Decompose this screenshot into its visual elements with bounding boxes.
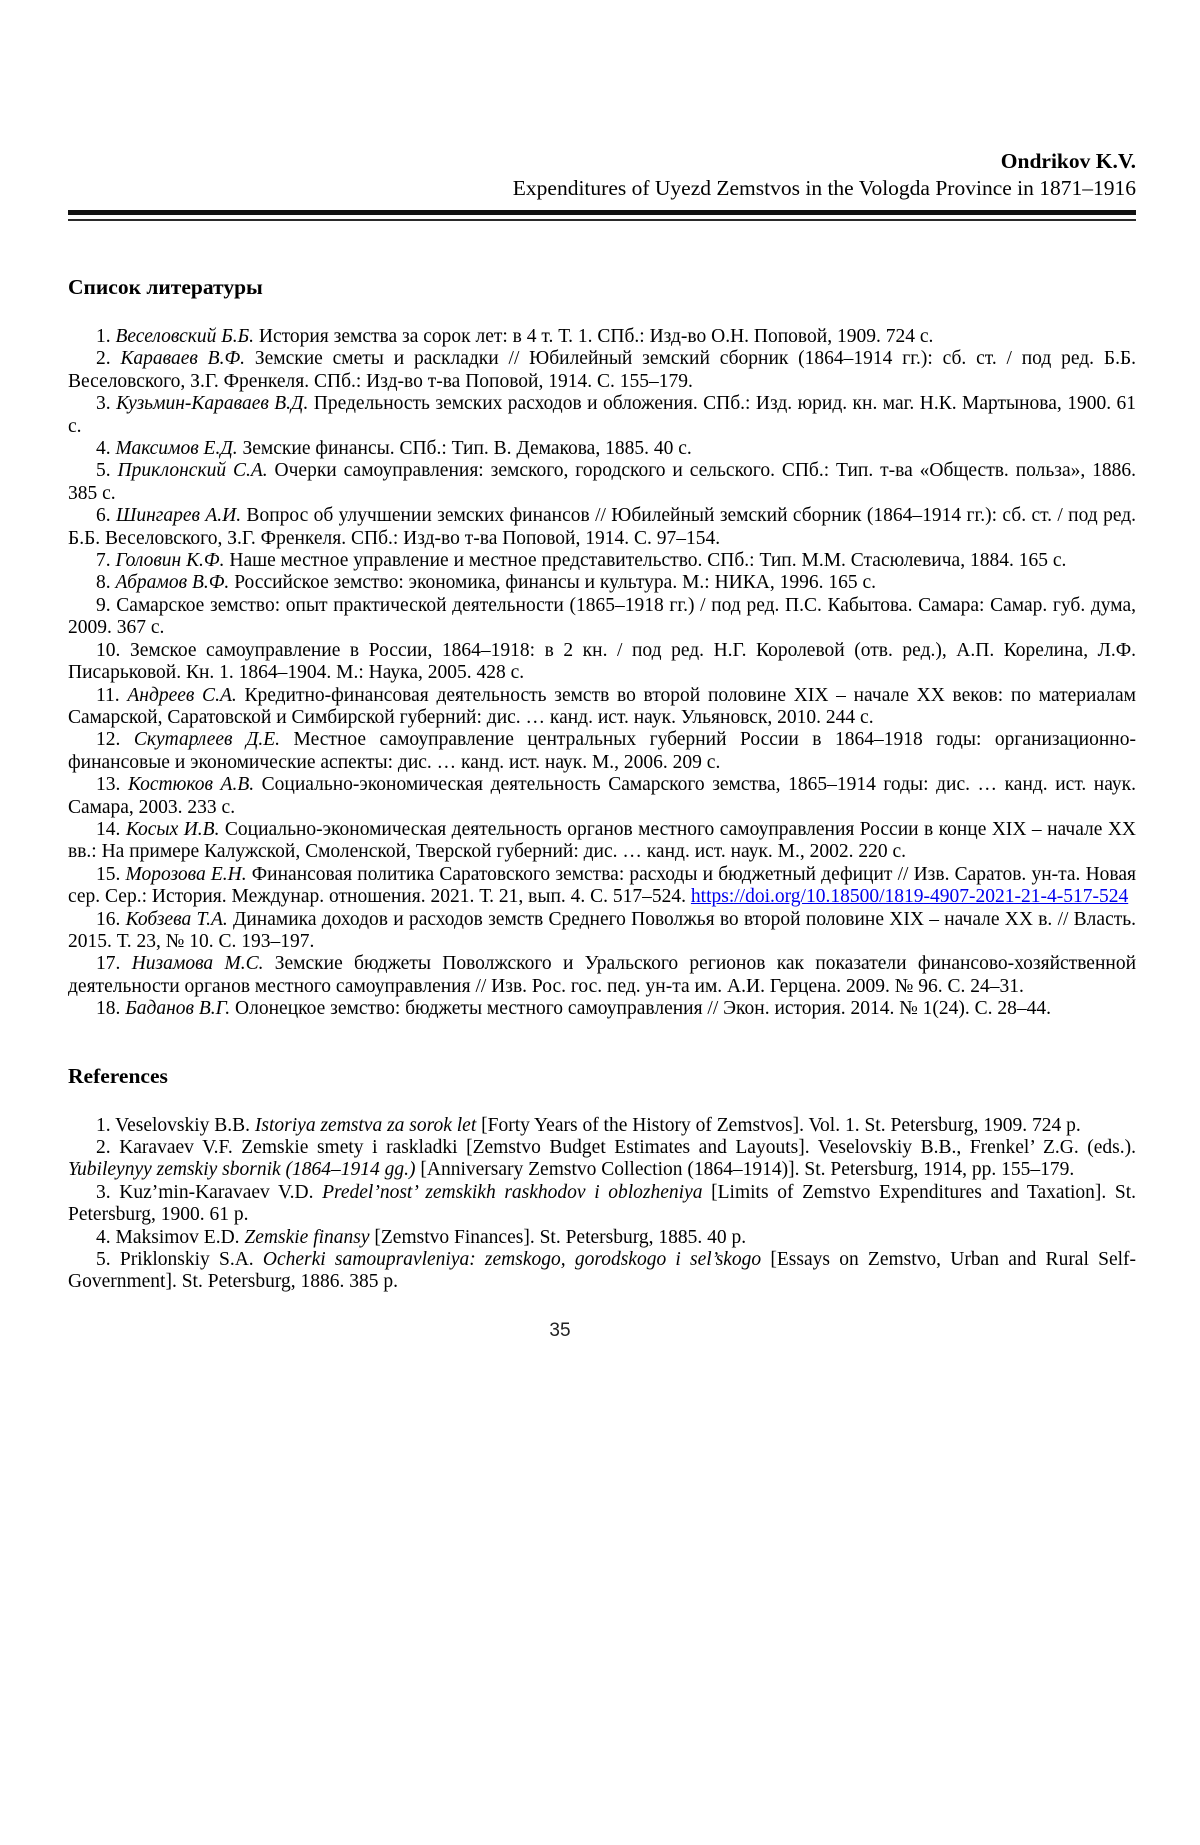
reference-number: 1. xyxy=(96,1114,116,1136)
header-article-title: Expenditures of Uyezd Zemstvos in the Vologda Province in 1871–1916 xyxy=(512,176,1136,200)
reference-text: Земские финансы. СПб.: Тип. В. Демакова, 1885. 40 с. xyxy=(237,438,692,460)
doi-link[interactable]: https://doi.org/10.18500/1819-4907-2021-21-4-517-524 xyxy=(690,886,1129,908)
reference-number: 4. xyxy=(96,1226,116,1248)
reference-text: Kuz’min-Karavaev V.D. xyxy=(119,1181,323,1203)
reference-item xyxy=(68,1182,1136,1227)
reference-item xyxy=(68,998,1136,1020)
reference-text: Кредитно-финансовая деятельность земств во второй половине XIX – начале XX веков: по материалам Самарской, Саратовской и Симбирской губерний: дис. … канд. ист. наук. Ульяновск, 2010. 244 с. xyxy=(68,684,1137,728)
reference-item xyxy=(68,774,1136,819)
reference-author: Баданов В.Г. xyxy=(125,998,231,1020)
reference-item xyxy=(68,1115,1136,1137)
reference-text: Предельность земских расходов и обложения. СПб.: Изд. юрид. кн. маг. Н.К. Мартынова, 1900. 61 с. xyxy=(68,393,1137,437)
reference-number: 3. xyxy=(96,393,117,415)
reference-number: 5. xyxy=(96,460,118,482)
reference-item xyxy=(68,953,1136,998)
reference-text: [Zemstvo Finances]. St. Petersburg, 1885. 40 p. xyxy=(369,1226,747,1248)
reference-number: 11. xyxy=(96,684,128,706)
reference-number: 6. xyxy=(96,505,116,527)
reference-text: Priklonskiy S.A. xyxy=(119,1249,263,1271)
reference-number: 3. xyxy=(96,1181,120,1203)
header-author: Ondrikov K.V. xyxy=(1000,149,1136,173)
english-reference-list xyxy=(68,1115,1136,1294)
reference-item xyxy=(68,729,1136,774)
reference-item xyxy=(68,326,1136,348)
reference-item xyxy=(68,505,1136,550)
reference-author: Косых И.В. xyxy=(125,818,220,840)
divider-rule-thin xyxy=(68,219,1136,221)
reference-number: 17. xyxy=(96,953,132,975)
reference-text: Вопрос об улучшении земских финансов // Юбилейный земский сборник (1864–1914 гг.): сб. ст. / под ред. Б.Б. Веселовского, З.Г. Френкеля. СПб.: Изд-во т-ва Поповой, 1914. С. 97–154. xyxy=(68,505,1137,549)
reference-item xyxy=(68,685,1136,730)
reference-author: Караваев В.Ф. xyxy=(120,348,246,370)
reference-number: 8. xyxy=(96,572,116,594)
reference-item xyxy=(68,595,1136,640)
page-number: 35 xyxy=(549,1319,571,1341)
reference-item xyxy=(68,864,1136,909)
reference-author: Yubileynyy zemskiy sbornik (1864–1914 gg.) xyxy=(68,1159,416,1181)
reference-item xyxy=(68,640,1136,685)
reference-author: Кобзева Т.А. xyxy=(125,908,228,930)
reference-number: 15. xyxy=(96,863,126,885)
russian-reference-list xyxy=(68,326,1136,1021)
reference-text: [Essays on Zemstvo, Urban and Rural Self-Government]. St. Petersburg, 1886. 385 p. xyxy=(68,1249,1137,1293)
reference-number: 2. xyxy=(96,348,121,370)
reference-number: 13. xyxy=(96,774,128,796)
reference-author: Istoriya zemstva za sorok let xyxy=(254,1114,477,1136)
reference-text: Социально-экономическая деятельность органов местного самоуправления России в конце XIX – начале XX вв.: На примере Калужской, Смоленской, Тверской губерний: дис. … канд. ист. наук. М., 2002. 220 с. xyxy=(68,818,1137,863)
reference-text: [Anniversary Zemstvo Collection (1864–1914)]. St. Petersburg, 1914, pp. 155–179. xyxy=(415,1159,1075,1181)
divider-rule-thick xyxy=(68,210,1136,215)
reference-author: Ocherki samoupravleniya: zemskogo, gorodskogo i sel’skogo xyxy=(262,1249,762,1271)
reference-text: Социально-экономическая деятельность Самарского земства, 1865–1914 годы: дис. … канд. ист. наук. Самара, 2003. 233 с. xyxy=(68,774,1137,818)
reference-number: 12. xyxy=(96,729,134,751)
reference-text: Самарское земство: опыт практической деятельности (1865–1918 гг.) / под ред. П.С. Кабытова. Самара: Самар. губ. дума, 2009. 367 с. xyxy=(68,594,1137,639)
reference-number: 16. xyxy=(96,908,126,930)
reference-number: 9. xyxy=(96,594,117,616)
section-heading-references: References xyxy=(68,1063,168,1088)
reference-author: Zemskie finansy xyxy=(244,1226,370,1248)
reference-author: Абрамов В.Ф. xyxy=(115,572,230,594)
reference-item xyxy=(68,1227,1136,1249)
reference-number: 4. xyxy=(96,438,116,460)
reference-text: Земское самоуправление в России, 1864–1918: в 2 кн. / под ред. Н.Г. Королевой (отв. ред.), А.П. Корелина, Л.Ф. Писарьковой. Кн. 1. 1864–1904. М.: Наука, 2005. 428 с. xyxy=(68,639,1137,684)
reference-text: История земства за сорок лет: в 4 т. Т. 1. СПб.: Изд-во О.Н. Поповой, 1909. 724 с. xyxy=(253,326,934,347)
reference-text: [Forty Years of the History of Zemstvos]. Vol. 1. St. Petersburg, 1909. 724 p. xyxy=(476,1114,1081,1136)
reference-author: Кузьмин-Караваев В.Д. xyxy=(116,393,309,415)
reference-text: Местное самоуправление центральных губерний России в 1864–1918 годы: организационно-финансовые и экономические аспекты: дис. … канд. ист. наук. М., 2006. 209 с. xyxy=(68,729,1136,773)
reference-text: Олонецкое земство: бюджеты местного самоуправления // Экон. история. 2014. № 1(24). С. 28–44. xyxy=(230,998,1052,1020)
reference-number: 2. xyxy=(96,1137,120,1158)
reference-author: Веселовский Б.Б. xyxy=(115,326,254,347)
reference-author: Андреев С.А. xyxy=(127,684,237,706)
reference-text: [Limits of Zemstvo Expenditures and Taxation]. St. Petersburg, 1900. 61 p. xyxy=(68,1181,1137,1226)
reference-item xyxy=(68,1137,1136,1182)
section-heading-bibliography: Список литературы xyxy=(68,275,263,299)
reference-number: 10. xyxy=(96,639,130,661)
reference-item xyxy=(68,1249,1136,1294)
reference-number: 1. xyxy=(96,326,116,347)
reference-number: 5. xyxy=(96,1249,120,1271)
reference-text: Российское земство: экономика, финансы и культура. М.: НИКА, 1996. 165 с. xyxy=(229,572,876,594)
reference-author: Приклонский С.А. xyxy=(117,460,268,482)
running-header xyxy=(68,148,1136,202)
reference-text: Maksimov E.D. xyxy=(115,1226,245,1248)
reference-item xyxy=(68,909,1136,954)
reference-item xyxy=(68,348,1136,393)
reference-item xyxy=(68,572,1136,594)
reference-item xyxy=(68,819,1136,864)
reference-author: Низамова М.С. xyxy=(131,953,264,975)
reference-author: Морозова Е.Н. xyxy=(125,863,247,885)
reference-text: Земские сметы и раскладки // Юбилейный земский сборник (1864–1914 гг.): сб. ст. / под ред. Б.Б. Веселовского, З.Г. Френкеля. СПб.: Изд-во т-ва Поповой, 1914. С. 155–179. xyxy=(68,348,1137,392)
reference-text: Karavaev V.F. Zemskie smety i raskladki [Zemstvo Budget Estimates and Layouts]. Veselovskiy B.B., Frenkel’ Z.G. (eds.). xyxy=(119,1137,1136,1158)
reference-author: Максимов Е.Д. xyxy=(115,438,238,460)
reference-item xyxy=(68,438,1136,460)
reference-text: Динамика доходов и расходов земств Среднего Поволжья во второй половине XIX – начале XX в. // Власть. 2015. Т. 23, № 10. С. 193–197. xyxy=(68,908,1137,952)
reference-number: 7. xyxy=(96,550,116,572)
reference-text: Финансовая политика Саратовского земства: расходы и бюджетный дефицит // Изв. Саратов. ун-та. Новая сер. Сер.: История. Междунар. отношения. 2021. Т. 21, вып. 4. С. 517–524. xyxy=(68,863,1136,908)
reference-author: Шингарев А.И. xyxy=(115,505,242,527)
reference-author: Головин К.Ф. xyxy=(115,550,225,572)
reference-number: 18. xyxy=(96,998,126,1020)
reference-text: Наше местное управление и местное представительство. СПб.: Тип. М.М. Стасюлевича, 1884. 165 с. xyxy=(224,550,1067,572)
reference-text: Земские бюджеты Поволжского и Уральского регионов как показатели финансово-хозяйственной деятельности органов местного самоуправления // Изв. Рос. гос. пед. ун-та им. А.И. Герцена. 2009. № 96. С. 24–31. xyxy=(68,953,1137,997)
reference-item xyxy=(68,393,1136,438)
reference-text: Veselovskiy B.B. xyxy=(115,1114,255,1136)
reference-author: Predel’nost’ zemskikh raskhodov i oblozheniya xyxy=(322,1181,703,1203)
document-page xyxy=(0,148,1200,1342)
reference-author: Костюков А.В. xyxy=(127,774,255,796)
reference-number: 14. xyxy=(96,818,126,840)
reference-author: Скутарлеев Д.Е. xyxy=(133,729,281,751)
reference-text: Очерки самоуправления: земского, городского и сельского. СПб.: Тип. т-ва «Обществ. польза», 1886. 385 с. xyxy=(68,460,1137,504)
reference-item xyxy=(68,460,1136,505)
reference-item xyxy=(68,550,1136,572)
